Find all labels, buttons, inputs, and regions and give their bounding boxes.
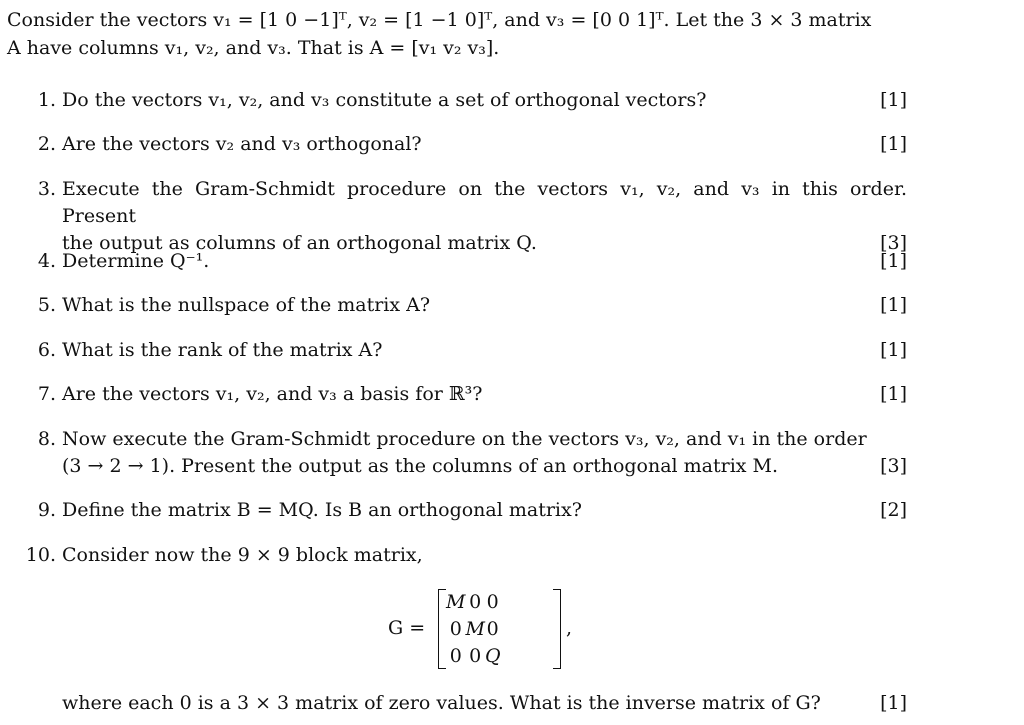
question-text: Define the matrix B = MQ. Is B an orthogonal matrix? — [62, 499, 582, 521]
question-text: Do the vectors v₁, v₂, and v₃ constitute a set of orthogonal vectors? — [62, 89, 707, 111]
question-3 — [22, 176, 907, 257]
question-number: 7. — [37, 383, 56, 405]
question-marks: [1] — [880, 383, 907, 405]
question-text — [62, 426, 907, 480]
problem-intro — [7, 6, 912, 62]
question-text: Are the vectors v₁, v₂, and v₃ a basis for ℝ³? — [62, 383, 483, 405]
matrix-cell: M — [446, 591, 466, 613]
matrix-trailing-comma: , — [566, 617, 573, 639]
question-text: where each 0 is a 3 × 3 matrix of zero values. What is the inverse matrix of G? — [62, 692, 821, 714]
question-number: 3. — [37, 178, 56, 200]
question-number: 10. — [25, 544, 56, 566]
question-marks: [3] — [880, 232, 907, 254]
matrix-body — [446, 589, 501, 670]
question-number: 8. — [37, 428, 56, 450]
question-text-line-2: (3 → 2 → 1). Present the output as the columns of an orthogonal matrix M. — [62, 455, 779, 477]
question-marks: [1] — [880, 133, 907, 155]
matrix-cell: 0 — [486, 618, 499, 640]
question-text: Are the vectors v₂ and v₃ orthogonal? — [62, 133, 422, 155]
question-10-closing — [22, 690, 907, 717]
question-number: 4. — [37, 250, 56, 272]
matrix-row — [446, 643, 501, 670]
question-9 — [22, 497, 907, 524]
question-number: 9. — [37, 499, 56, 521]
question-7 — [22, 381, 907, 408]
matrix-cell: 0 — [469, 591, 482, 613]
matrix-cell: Q — [484, 645, 501, 667]
question-number: 5. — [37, 294, 56, 316]
question-5 — [22, 292, 907, 319]
question-number: 1. — [37, 89, 56, 111]
intro-line-1: Consider the vectors v₁ = [1 0 −1]ᵀ, v₂ = [1 −1 0]ᵀ, and v₃ = [0 0 1]ᵀ. Let the 3 × 3 matrix — [7, 9, 872, 31]
question-marks: [1] — [880, 89, 907, 111]
matrix-cell: M — [465, 618, 485, 640]
question-4 — [22, 248, 907, 275]
question-marks: [1] — [880, 294, 907, 316]
right-bracket — [553, 589, 561, 669]
question-8 — [22, 426, 907, 480]
question-1 — [22, 87, 907, 114]
matrix-cell: 0 — [486, 591, 499, 613]
question-text: Determine Q⁻¹. — [62, 250, 210, 272]
question-text: What is the rank of the matrix A? — [62, 339, 383, 361]
question-number: 6. — [37, 339, 56, 361]
question-number: 2. — [37, 133, 56, 155]
matrix-lhs: G = — [388, 617, 426, 639]
question-text: What is the nullspace of the matrix A? — [62, 294, 431, 316]
question-marks: [1] — [880, 339, 907, 361]
question-text-line-2: the output as columns of an orthogonal matrix Q. — [62, 232, 537, 254]
matrix-cell: 0 — [449, 645, 462, 667]
matrix-row — [446, 589, 501, 616]
question-text — [62, 176, 907, 257]
question-6 — [22, 337, 907, 364]
left-bracket — [438, 589, 446, 669]
question-marks: [3] — [880, 455, 907, 477]
question-text-line-1: Now execute the Gram-Schmidt procedure on the vectors v₃, v₂, and v₁ in the order — [62, 428, 867, 450]
question-marks: [1] — [880, 250, 907, 272]
question-marks: [2] — [880, 499, 907, 521]
intro-line-2: A have columns v₁, v₂, and v₃. That is A = [v₁ v₂ v₃]. — [7, 37, 500, 59]
matrix-row — [446, 616, 501, 643]
question-2 — [22, 131, 907, 158]
question-marks: [1] — [880, 692, 907, 714]
matrix-cell: 0 — [449, 618, 462, 640]
matrix-cell: 0 — [469, 645, 482, 667]
question-10 — [22, 542, 907, 569]
question-text: Consider now the 9 × 9 block matrix, — [62, 544, 423, 566]
question-text-line-1: Execute the Gram-Schmidt procedure on the vectors v₁, v₂, and v₃ in this order. Present — [62, 178, 907, 227]
